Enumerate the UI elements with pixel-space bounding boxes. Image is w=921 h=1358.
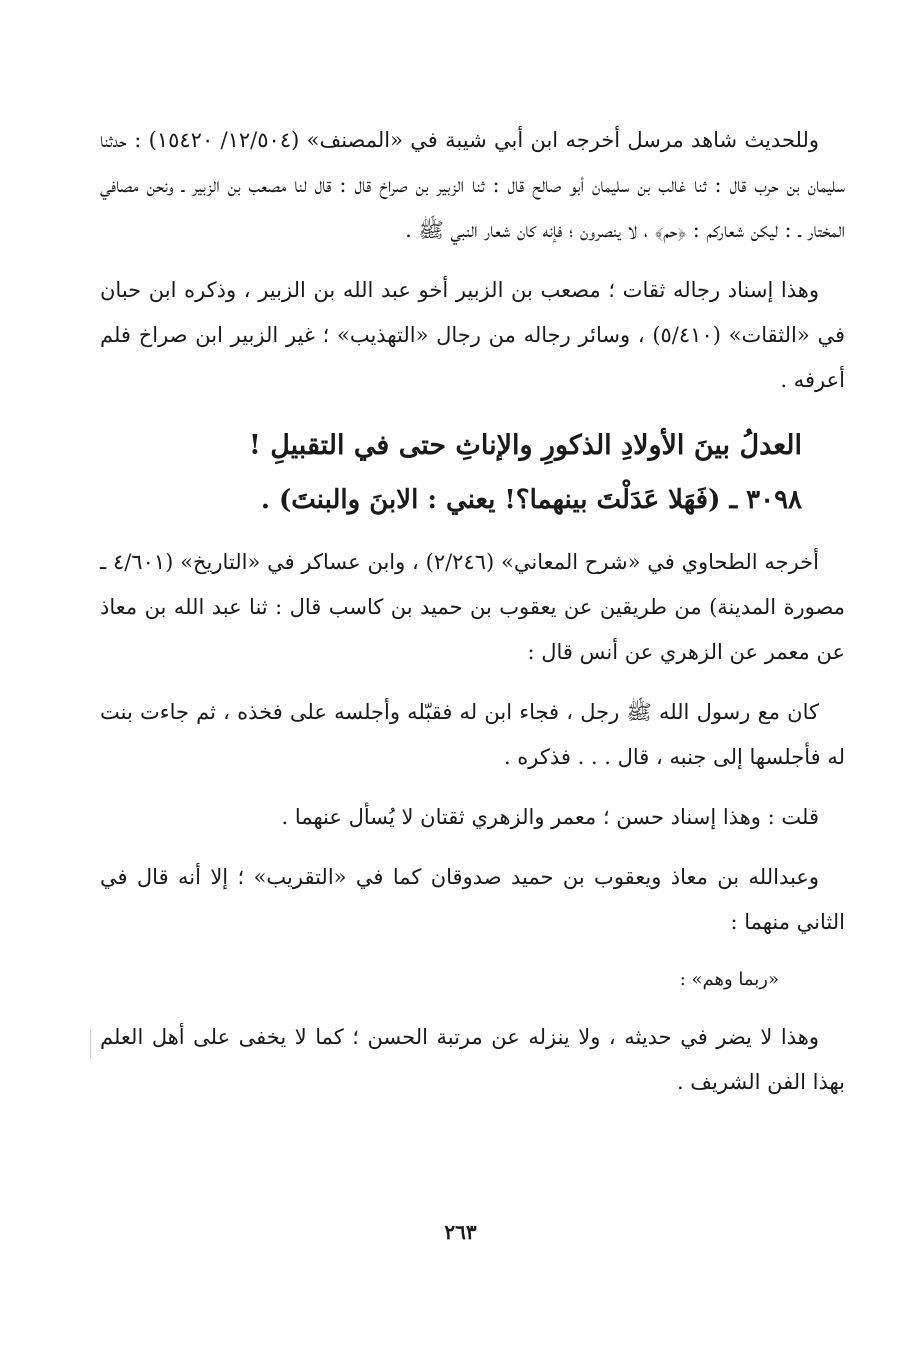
paragraph-isnad-evaluation: وهذا إسناد رجاله ثقات ؛ مصعب بن الزبير أخو عبد الله بن الزبير ، وذكره ابن حبان في «الثقات» (٥/٤١٠) ، وسائر رجاله من رجال «التهذيب» ؛ غير الزبير ابن صراخ فلم أعرفه .	[100, 278, 845, 392]
paragraph-mursal-witness: وللحديث شاهد مرسل أخرجه ابن أبي شيبة في «المصنف» (١٢/٥٠٤/ ١٥٤٢٠) : حدثنا سليمان بن حرب قال : ثنا غالب بن سليمان أبو صالح قال : ثنا الزبير بن صراخ قال : قال لنا مصعب بن الزبير ـ ونحن مصافي المختار ـ : ليكن شعاركم : ﴿حم﴾ ، لا ينصرون ؛ فإنه كان شعار النبي ﷺ .	[100, 128, 845, 242]
page-body	[100, 118, 845, 1120]
paragraph-narrators: وعبدالله بن معاذ ويعقوب بن حميد صدوقان كما في «التقريب» ؛ إلا أنه قال في الثاني منهما :	[100, 865, 845, 934]
margin-mark	[90, 1030, 91, 1058]
section-heading: العدلُ بينَ الأولادِ الذكورِ والإناثِ حتى في التقبيلِ !	[248, 430, 802, 461]
quote-taqrib: «ربما وهم» :	[679, 969, 779, 990]
paragraph-takhrij: أخرجه الطحاوي في «شرح المعاني» (٢/٢٤٦) ، وابن عساكر في «التاريخ» (٤/٦٠١ ـ مصورة المدينة) من طريقين عن يعقوب بن حميد بن كاسب قال : ثنا عبد الله بن معاذ عن معمر عن الزهري عن أنس قال :	[100, 550, 845, 664]
page-number: ٢٦٣	[444, 1220, 477, 1244]
paragraph-conclusion: وهذا لا يضر في حديثه ، ولا ينزله عن مرتبة الحسن ؛ كما لا يخفى على أهل العلم بهذا الفن الشريف .	[100, 1025, 845, 1094]
hadith-text: ٣٠٩٨ ـ (فَهَلا عَدَلْتَ بينهما؟! يعني : الابنَ والبنتَ) .	[260, 485, 802, 515]
paragraph-narration: كان مع رسول الله ﷺ رجل ، فجاء ابن له فقبّله وأجلسه على فخذه ، ثم جاءت بنت له فأجلسها إلى جنبه ، قال . . . فذكره .	[100, 700, 845, 769]
paragraph-verdict: قلت : وهذا إسناد حسن ؛ معمر والزهري ثقتان لا يُسأل عنهما .	[281, 805, 819, 829]
